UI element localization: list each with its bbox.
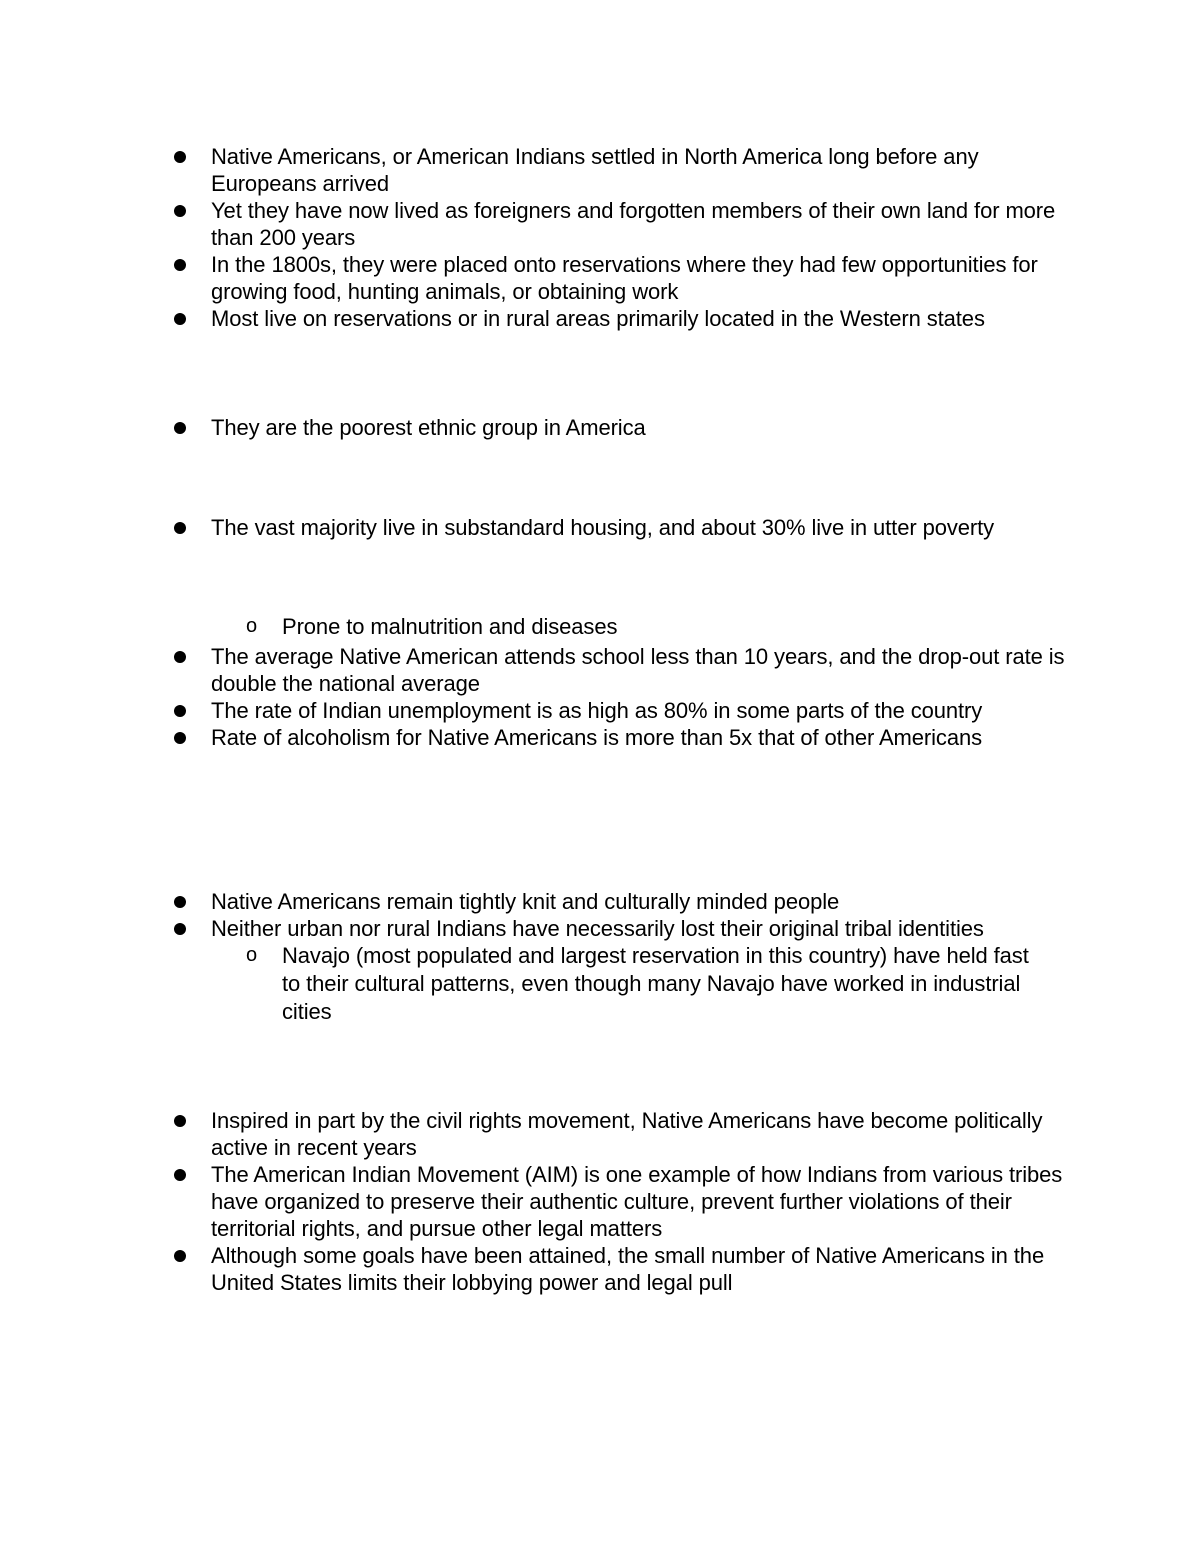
list-item-text: Native Americans remain tightly knit and culturally minded people — [211, 889, 840, 914]
list-item — [211, 888, 1081, 915]
bullet-icon — [174, 705, 186, 717]
list-item — [211, 414, 1081, 441]
list-item-text: Although some goals have been attained, the small number of Native Americans in the United States limits their lobbying power and legal pull — [211, 1243, 1045, 1295]
list-item-text: The vast majority live in substandard housing, and about 30% live in utter poverty — [211, 515, 995, 540]
bullet-icon — [174, 205, 186, 217]
list-item — [211, 514, 1111, 541]
list-item-text: Rate of alcoholism for Native Americans is more than 5x that of other Americans — [211, 725, 983, 750]
list-item — [211, 197, 1081, 251]
bullet-icon — [174, 1250, 186, 1262]
bullet-icon — [174, 151, 186, 163]
bullet-icon — [174, 1115, 186, 1127]
list-item — [211, 305, 1081, 332]
list-item — [211, 643, 1081, 697]
list-item-text: Inspired in part by the civil rights movement, Native Americans have become politically active in recent years — [211, 1108, 1043, 1160]
circle-bullet-icon: o — [246, 944, 258, 966]
list-item-text: Navajo (most populated and largest reservation in this country) have held fast to their cultural patterns, even though many Navajo have worked in industrial cities — [282, 943, 1029, 1024]
list-item — [211, 143, 1081, 197]
list-item — [211, 1242, 1081, 1296]
sub-list-item — [282, 942, 1052, 1026]
bullet-icon — [174, 923, 186, 935]
bullet-icon — [174, 1169, 186, 1181]
list-item — [211, 724, 1081, 751]
bullet-icon — [174, 422, 186, 434]
list-item — [211, 1107, 1081, 1161]
list-item — [211, 251, 1081, 305]
list-item-text: The American Indian Movement (AIM) is one example of how Indians from various tribes have organized to preserve their authentic culture, prevent further violations of their territorial rights, and pursue other legal matters — [211, 1162, 1063, 1241]
bullet-icon — [174, 522, 186, 534]
list-item-text: Yet they have now lived as foreigners and forgotten members of their own land for more than 200 years — [211, 198, 1056, 250]
list-item-text: Most live on reservations or in rural areas primarily located in the Western states — [211, 306, 985, 331]
list-item-text: Native Americans, or American Indians settled in North America long before any Europeans arrived — [211, 144, 979, 196]
list-item-text: Prone to malnutrition and diseases — [282, 614, 618, 639]
bullet-icon — [174, 313, 186, 325]
list-item-text: They are the poorest ethnic group in America — [211, 415, 646, 440]
sub-list-item — [282, 613, 1082, 640]
list-item — [211, 915, 1081, 942]
list-item-text: The average Native American attends school less than 10 years, and the drop-out rate is double the national average — [211, 644, 1065, 696]
bullet-icon — [174, 732, 186, 744]
list-item — [211, 1161, 1081, 1242]
bullet-icon — [174, 651, 186, 663]
bullet-icon — [174, 896, 186, 908]
bullet-icon — [174, 259, 186, 271]
list-item-text: Neither urban nor rural Indians have necessarily lost their original tribal identities — [211, 916, 984, 941]
circle-bullet-icon: o — [246, 615, 258, 637]
list-item-text: The rate of Indian unemployment is as high as 80% in some parts of the country — [211, 698, 983, 723]
list-item-text: In the 1800s, they were placed onto reservations where they had few opportunities for growing food, hunting animals, or obtaining work — [211, 252, 1038, 304]
list-item — [211, 697, 1081, 724]
